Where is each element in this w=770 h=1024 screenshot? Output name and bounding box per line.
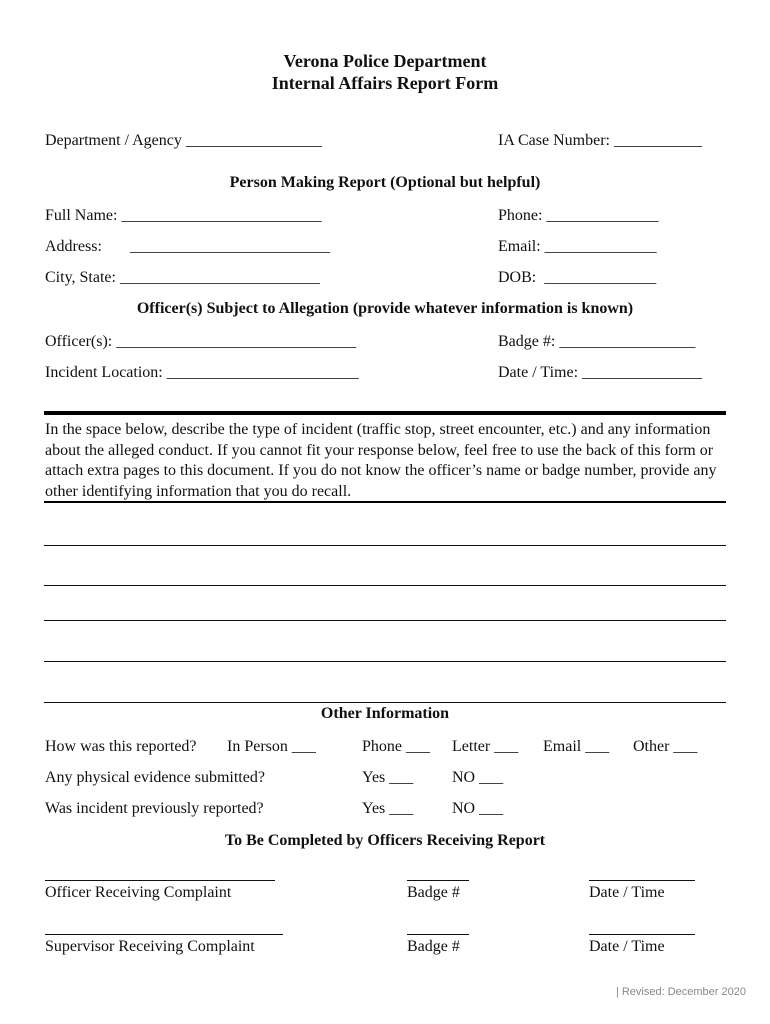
badge-signature-line[interactable] xyxy=(407,880,469,881)
letter-option[interactable]: Letter ___ xyxy=(452,738,519,755)
previously-reported-label: Was incident previously reported? xyxy=(45,800,264,817)
full-name-field[interactable]: Full Name: _________________________ xyxy=(45,207,322,224)
response-line[interactable] xyxy=(44,585,726,586)
address-field[interactable]: _________________________ xyxy=(130,238,330,255)
badge-label-1: Badge # xyxy=(407,884,460,901)
response-line[interactable] xyxy=(44,545,726,546)
date-signature-line-2[interactable] xyxy=(589,934,695,935)
form-title-line1: Verona Police Department xyxy=(283,51,487,71)
section-divider-top xyxy=(44,411,726,415)
section-divider-bottom xyxy=(44,501,726,503)
phone-field[interactable]: Phone: ______________ xyxy=(498,207,659,224)
date-time-label-2: Date / Time xyxy=(589,938,665,955)
evidence-no-option[interactable]: NO ___ xyxy=(452,769,504,786)
supervisor-signature-line[interactable] xyxy=(45,934,283,935)
response-line[interactable] xyxy=(44,620,726,621)
dob-field[interactable]: DOB: ______________ xyxy=(498,269,657,286)
phone-option[interactable]: Phone ___ xyxy=(362,738,430,755)
officer-receiving-label: Officer Receiving Complaint xyxy=(45,884,232,901)
other-option[interactable]: Other ___ xyxy=(633,738,698,755)
date-time-field[interactable]: Date / Time: _______________ xyxy=(498,364,703,381)
badge-signature-line-2[interactable] xyxy=(407,934,469,935)
form-title-line2: Internal Affairs Report Form xyxy=(271,73,499,93)
supervisor-receiving-label: Supervisor Receiving Complaint xyxy=(45,938,255,955)
city-state-field[interactable]: City, State: _________________________ xyxy=(45,269,320,286)
other-info-heading: Other Information xyxy=(320,705,450,722)
ia-case-number-field[interactable]: IA Case Number: ___________ xyxy=(498,132,702,149)
badge-label-2: Badge # xyxy=(407,938,460,955)
email-option[interactable]: Email ___ xyxy=(543,738,610,755)
revision-footer: | Revised: December 2020 xyxy=(615,986,746,998)
receiving-section-heading: To Be Completed by Officers Receiving Report xyxy=(224,832,546,849)
officers-field[interactable]: Officer(s): ______________________________ xyxy=(45,333,357,350)
in-person-option[interactable]: In Person ___ xyxy=(227,738,316,755)
response-line[interactable] xyxy=(44,661,726,662)
description-instructions: In the space below, describe the type of incident (traffic stop, street encounter, etc.) and any information about the alleged conduct. If you cannot fit your response below, feel free to use the back of this form or attach extra pages to this document. If you do not know the officer’s name or badge number, provide any other identifying information that you do recall. xyxy=(45,421,717,500)
date-signature-line[interactable] xyxy=(589,880,695,881)
officer-section-heading: Officer(s) Subject to Allegation (provide whatever information is known) xyxy=(136,300,634,317)
how-reported-label: How was this reported? xyxy=(45,738,197,755)
previously-yes-option[interactable]: Yes ___ xyxy=(362,800,414,817)
address-label: Address: xyxy=(45,238,102,255)
incident-location-field[interactable]: Incident Location: ________________________ xyxy=(45,364,359,381)
badge-number-field[interactable]: Badge #: _________________ xyxy=(498,333,696,350)
officer-signature-line[interactable] xyxy=(45,880,275,881)
department-agency-field[interactable]: Department / Agency _________________ xyxy=(45,132,322,149)
evidence-yes-option[interactable]: Yes ___ xyxy=(362,769,414,786)
evidence-label: Any physical evidence submitted? xyxy=(45,769,265,786)
date-time-label-1: Date / Time xyxy=(589,884,665,901)
person-section-heading: Person Making Report (Optional but helpful) xyxy=(229,174,541,191)
email-field[interactable]: Email: ______________ xyxy=(498,238,657,255)
previously-no-option[interactable]: NO ___ xyxy=(452,800,504,817)
response-line[interactable] xyxy=(44,702,726,703)
